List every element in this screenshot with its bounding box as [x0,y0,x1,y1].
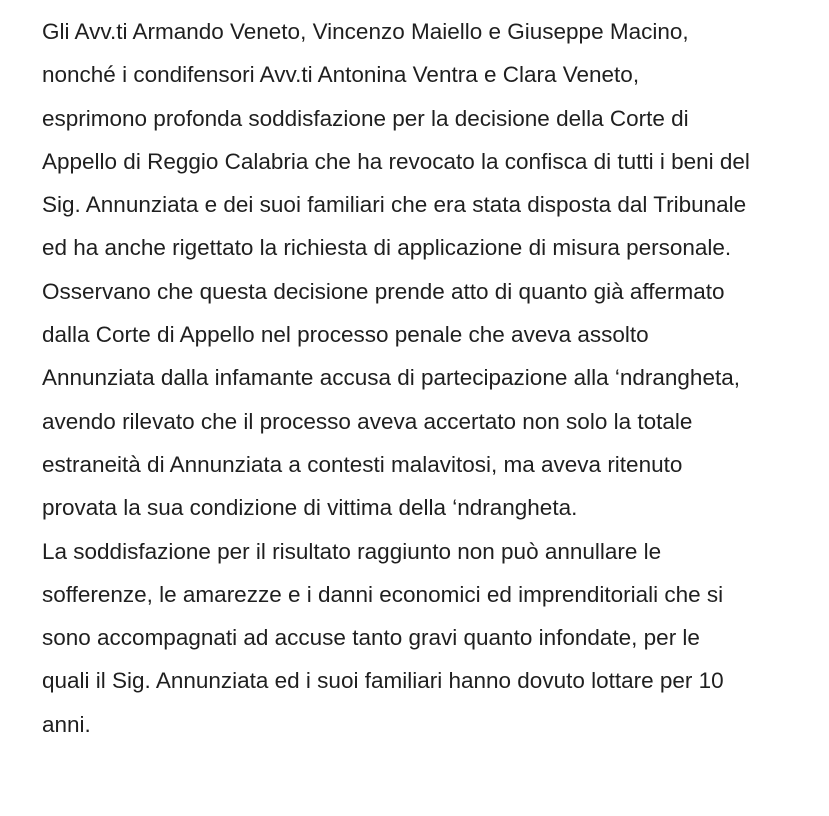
text-line: provata la sua condizione di vittima della ‘ndrangheta. [42,495,578,521]
document-body [42,10,829,746]
paragraph-statement [42,10,829,530]
text-line: esprimono profonda soddisfazione per la decisione della Corte di [42,105,689,131]
text-line: Appello di Reggio Calabria che ha revocato la confisca di tutti i beni del [42,148,750,174]
text-line: La soddisfazione per il risultato raggiunto non può annullare le [42,538,662,564]
text-line: sofferenze, le amarezze e i danni economici ed imprenditoriali che si [42,581,724,607]
text-line: ed ha anche rigettato la richiesta di applicazione di misura personale. [42,235,732,261]
text-line: estraneità di Annunziata a contesti malavitosi, ma aveva ritenuto [42,451,683,477]
text-line: sono accompagnati ad accuse tanto gravi quanto infondate, per le [42,625,700,651]
text-line: anni. [42,711,91,737]
text-line: avendo rilevato che il processo aveva accertato non solo la totale [42,408,693,434]
text-line: Annunziata dalla infamante accusa di partecipazione alla ‘ndrangheta, [42,365,740,391]
text-line: Sig. Annunziata e dei suoi familiari che era stata disposta dal Tribunale [42,192,747,218]
text-line: dalla Corte di Appello nel processo penale che aveva assolto [42,322,649,348]
text-line: quali il Sig. Annunziata ed i suoi familiari hanno dovuto lottare per 10 [42,668,724,694]
text-line: nonché i condifensori Avv.ti Antonina Ventra e Clara Veneto, [42,62,640,88]
text-line: Gli Avv.ti Armando Veneto, Vincenzo Maiello e Giuseppe Macino, [42,19,689,44]
text-line: Osservano che questa decisione prende atto di quanto già affermato [42,278,725,304]
paragraph-satisfaction [42,530,829,746]
